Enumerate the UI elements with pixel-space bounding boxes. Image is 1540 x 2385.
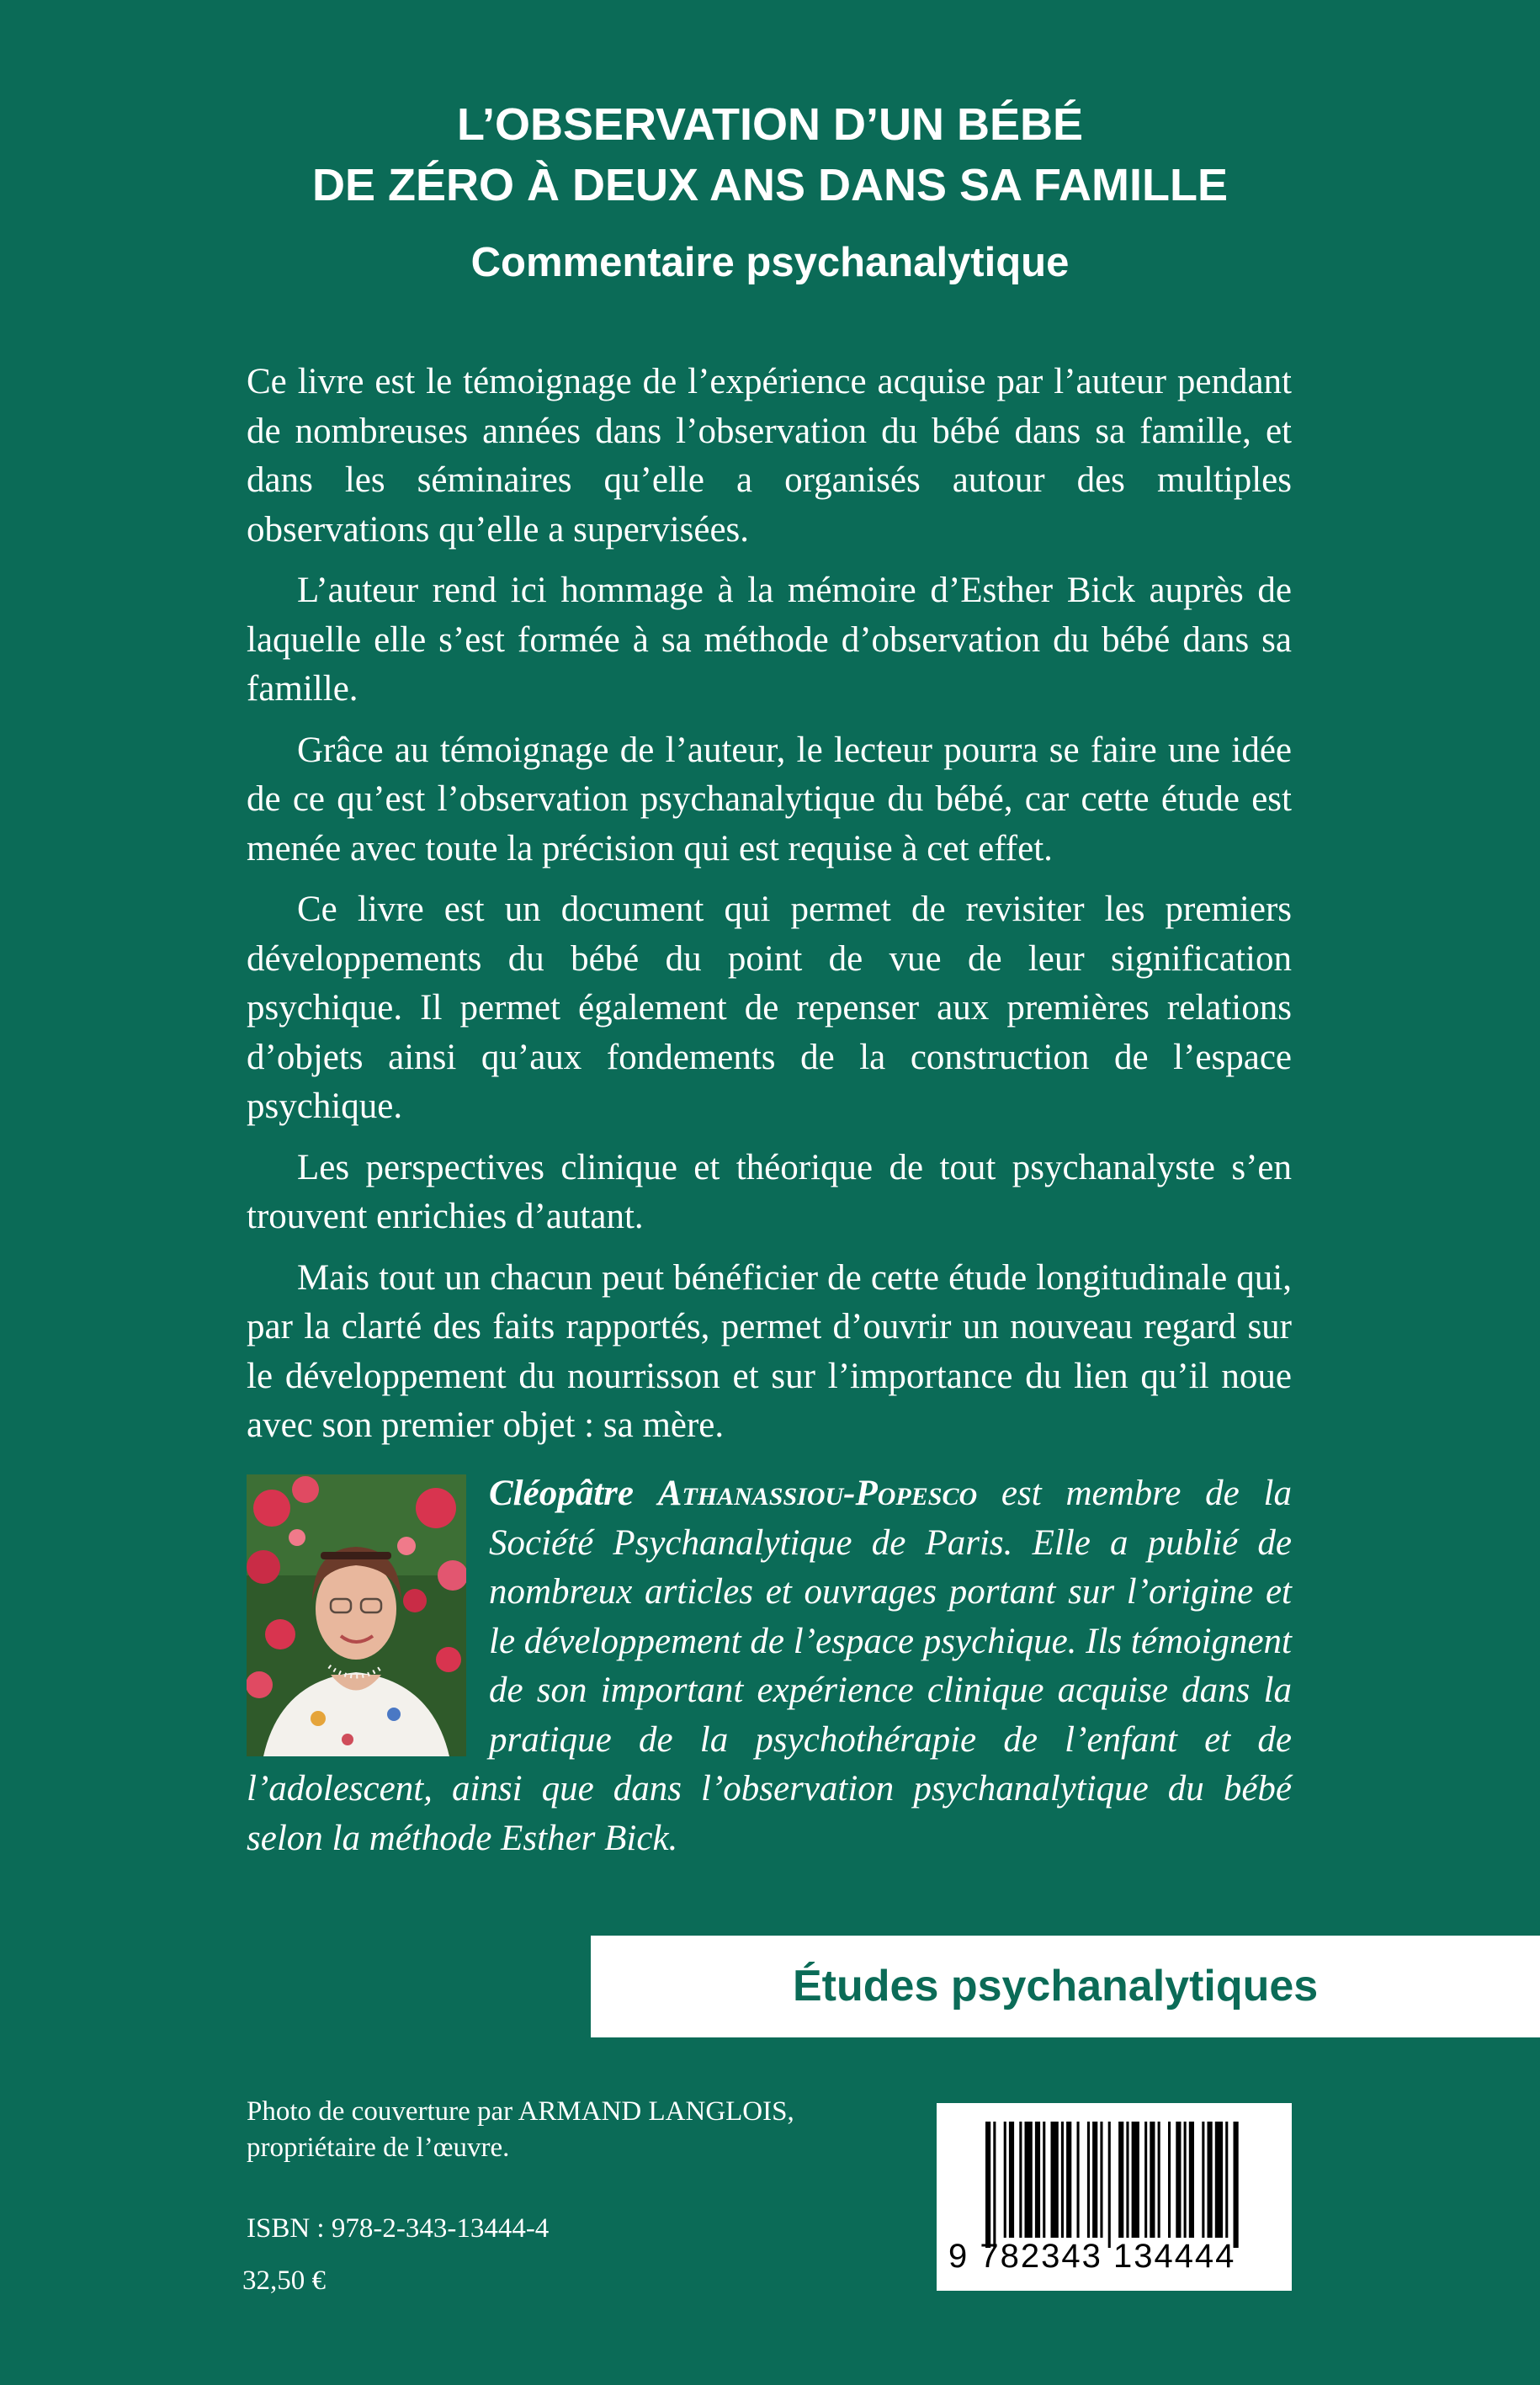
barcode-bar — [1092, 2122, 1097, 2238]
barcode-bar — [1189, 2122, 1194, 2238]
photo-credit-line-2: propriétaire de l’œuvre. — [247, 2133, 510, 2163]
barcode-bar — [1208, 2122, 1213, 2238]
barcode-bar — [1061, 2122, 1064, 2238]
author-first-name: Cléopâtre — [489, 1474, 634, 1513]
barcode-digits: 9 782343 134444 — [948, 2238, 1236, 2275]
blurb-paragraph-6: Mais tout un chacun peut bénéficier de cette étude longitudinale qui, par la clarté des faits rapportés, permet d’ouvrir un nouveau regard sur le développement du nourrisson et sur l’importance du lien qu’il noue avec son premier objet : sa mère. — [247, 1257, 1292, 1445]
title-line-1: L’OBSERVATION D’UN BÉBÉ — [456, 99, 1084, 150]
barcode-bar — [1004, 2122, 1006, 2238]
author-bio — [247, 1469, 1292, 1863]
barcode-bar — [1144, 2122, 1147, 2238]
barcode-bar — [993, 2122, 996, 2248]
barcode-bar — [1215, 2122, 1223, 2238]
barcode-bar — [1132, 2122, 1139, 2238]
author-bio-text: est membre de la Société Psychanalytique de Paris. Elle a publié de nombreux articles et ouvrages portant sur l’origine et le développement de l’espace psychique. Ils témoignent de son important expérience clinique acquise dans la pratique de la psychothérapie de l’enfant et de l’adolescent, ainsi que dans l’observation psychanalytique du bébé selon la méthode Esther Bick. — [247, 1474, 1293, 1858]
barcode-bar — [1035, 2122, 1040, 2238]
barcode-bar — [1087, 2122, 1090, 2238]
blurb-paragraph-5: Les perspectives clinique et théorique de tout psychanalyste s’en trouvent enrichies d’autant. — [247, 1147, 1292, 1236]
photo-credit-line-1: Photo de couverture par ARMAND LANGLOIS, — [247, 2096, 794, 2127]
barcode-bar — [1100, 2122, 1102, 2238]
photo-credit — [247, 2094, 920, 2166]
blurb-paragraph-4: Ce livre est un document qui permet de revisiter les premiers développements du bébé du point de vue de leur signification psychique. Il permet également de repenser aux premières relations d’objets ainsi qu’aux fondements de la construction de l’espace psychique. — [247, 890, 1292, 1126]
barcode-bar — [1043, 2122, 1045, 2238]
collection-banner: Études psychanalytiques — [591, 1936, 1540, 2037]
barcode-bar — [1168, 2122, 1171, 2238]
blurb-paragraph-1: Ce livre est le témoignage de l’expérience acquise par l’auteur pendant de nombreuses années dans l’observation du bébé dans sa famille, et dans les séminaires qu’elle a organisés autour des multiples observations qu’elle a supervisées. — [247, 362, 1292, 550]
book-subtitle: Commentaire psychanalytique — [470, 240, 1070, 285]
barcode-bar — [1108, 2122, 1111, 2248]
author-name — [489, 1474, 977, 1513]
barcode-bar — [1009, 2122, 1014, 2238]
barcode-bar — [1019, 2122, 1022, 2238]
barcode-bar — [1234, 2122, 1239, 2248]
blurb-paragraph-3: Grâce au témoignage de l’auteur, le lecteur pourra se faire une idée de ce qu’est l’observation psychanalytique du bébé, car cette étude est menée avec toute la précision qui est requise à cet effet. — [247, 730, 1292, 868]
barcode-bar — [985, 2122, 990, 2248]
blurb — [247, 358, 1292, 1463]
title-line-2: DE ZÉRO À DEUX ANS DANS SA FAMILLE — [311, 160, 1229, 210]
blurb-paragraph-2: L’auteur rend ici hommage à la mémoire d’Esther Bick auprès de laquelle elle s’est formée à sa méthode d’observation du bébé dans sa famille. — [247, 571, 1292, 709]
book-title — [0, 94, 1540, 215]
barcode-bar — [1202, 2122, 1204, 2238]
isbn: ISBN : 978-2-343-13444-4 — [247, 2213, 550, 2244]
price: 32,50 € — [242, 2265, 326, 2296]
barcode-bar — [1066, 2122, 1071, 2238]
author-last-name: Athanassiou-Popesco — [657, 1474, 978, 1513]
barcode-bar — [1184, 2122, 1187, 2238]
barcode-bar — [1077, 2122, 1080, 2238]
barcode-bar — [1225, 2122, 1228, 2238]
barcode-bar — [1158, 2122, 1160, 2238]
barcode-bar — [1025, 2122, 1033, 2238]
barcode-bar — [1150, 2122, 1155, 2238]
barcode-bar — [1176, 2122, 1181, 2238]
barcode-bar — [1051, 2122, 1059, 2238]
barcode-bar — [1126, 2122, 1128, 2238]
barcode — [937, 2103, 1292, 2291]
barcode-bar — [1118, 2122, 1123, 2238]
